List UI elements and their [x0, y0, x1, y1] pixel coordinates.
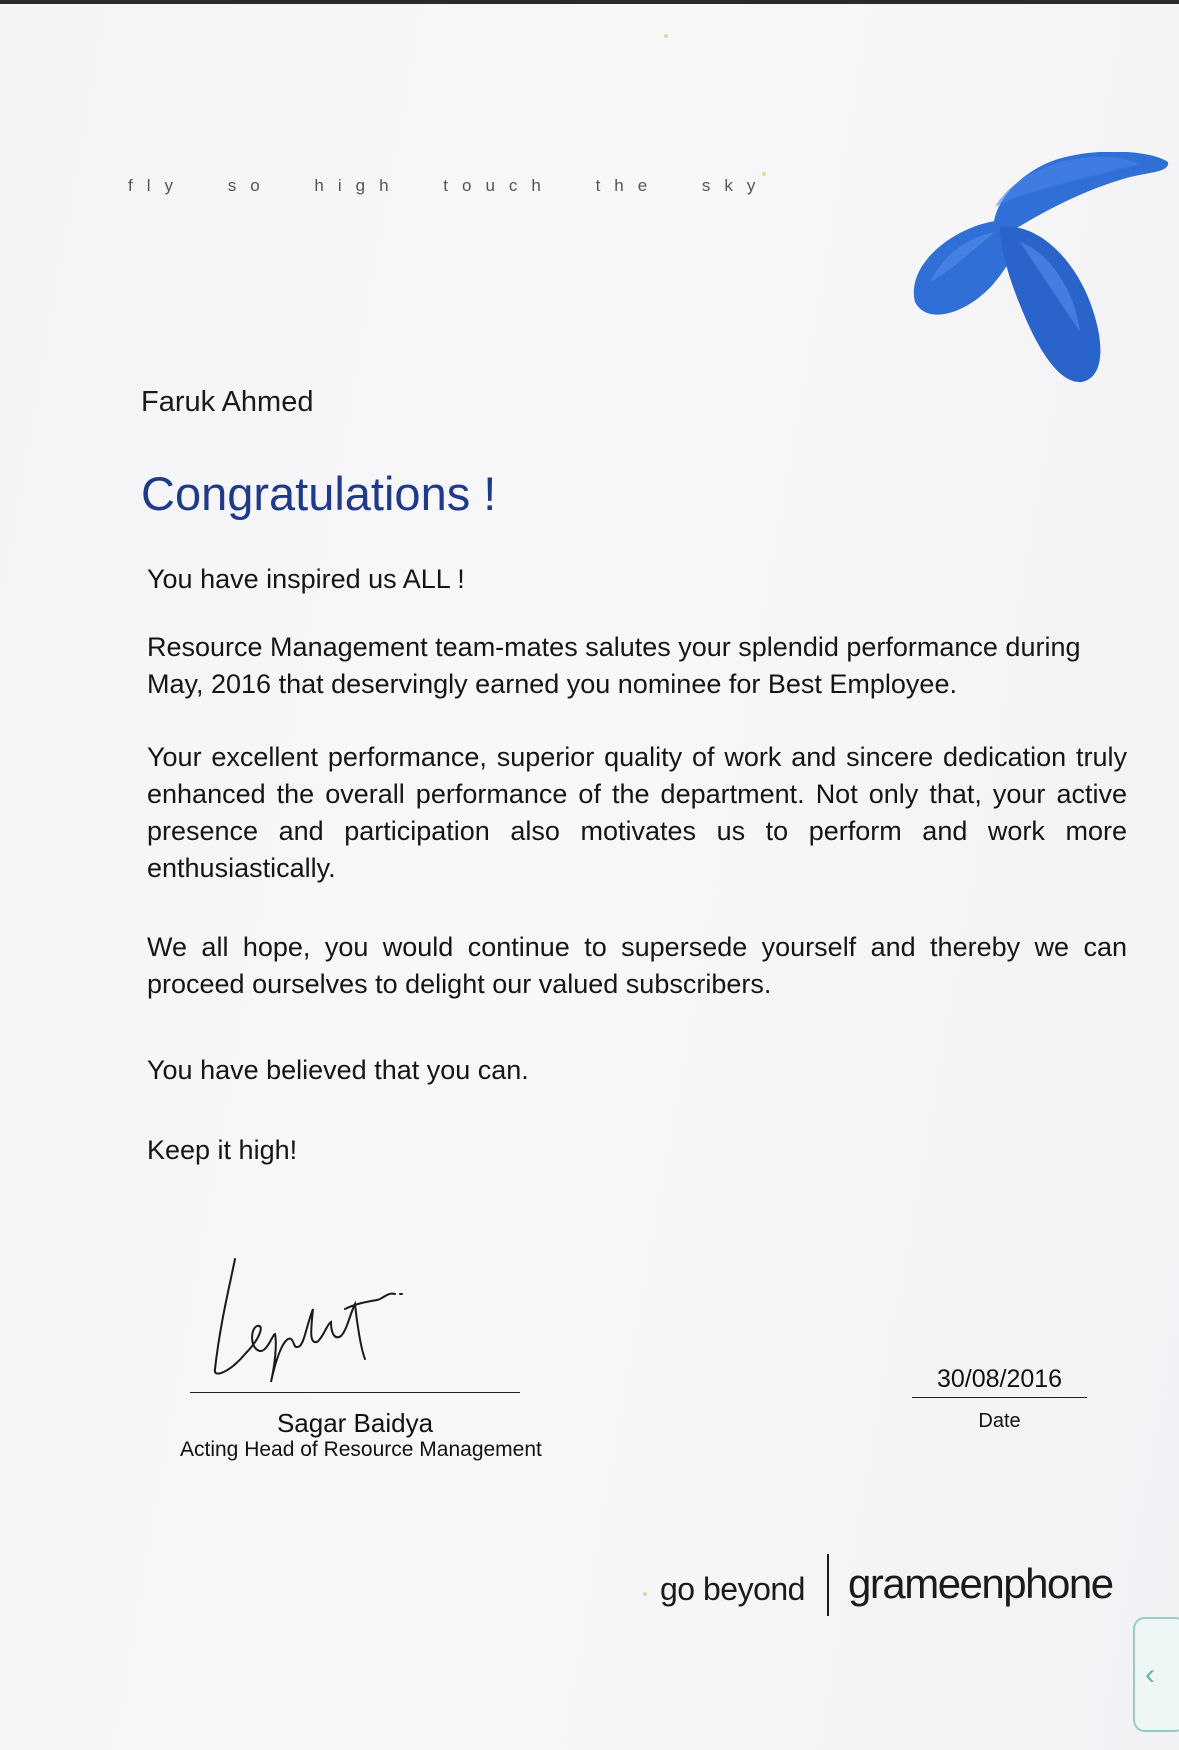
brand-wordmark: grameenphone — [848, 1560, 1113, 1607]
paragraph-dedication: Your excellent performance, superior quality of work and sincere dedication truly enhanced the overall performance of the department. Not only that, your active presence and participation also motivates us to perform and work more enthusiastically. — [147, 742, 1127, 883]
footer-divider — [827, 1554, 829, 1616]
paragraph-hope: We all hope, you would continue to supersede yourself and thereby we can proceed ourselves to delight our valued subscribers. — [147, 932, 1127, 999]
signature-line — [190, 1392, 520, 1393]
telenor-propeller-logo — [900, 152, 1179, 432]
tagline: fly so high touch the sky — [128, 176, 770, 195]
paper-speck — [762, 172, 766, 176]
signature — [205, 1254, 435, 1384]
letter-page — [0, 4, 1179, 1750]
date-value: 30/08/2016 — [936, 1365, 1063, 1393]
date-line — [912, 1397, 1087, 1398]
recipient-name: Faruk Ahmed — [141, 386, 314, 418]
paper-speck — [643, 1592, 647, 1596]
chevron-left-icon: ‹ — [1145, 1657, 1155, 1691]
paragraph-believed: You have believed that you can. — [147, 1055, 529, 1085]
footer-slogan: go beyond — [660, 1571, 805, 1607]
paragraph-keep-high: Keep it high! — [147, 1135, 298, 1165]
paragraph-opening: You have inspired us ALL ! — [147, 564, 465, 594]
paper-speck — [664, 34, 668, 38]
signer-name: Sagar Baidya — [276, 1408, 434, 1438]
headline: Congratulations ! — [141, 467, 497, 520]
signer-title: Acting Head of Resource Management — [180, 1438, 542, 1461]
paragraph-performance: Resource Management team-mates salutes your splendid performance during May, 2016 that deservingly earned you nominee for Best Employee. — [147, 632, 1081, 699]
date-label: Date — [978, 1410, 1021, 1432]
collapse-panel-button[interactable] — [1133, 1617, 1179, 1732]
